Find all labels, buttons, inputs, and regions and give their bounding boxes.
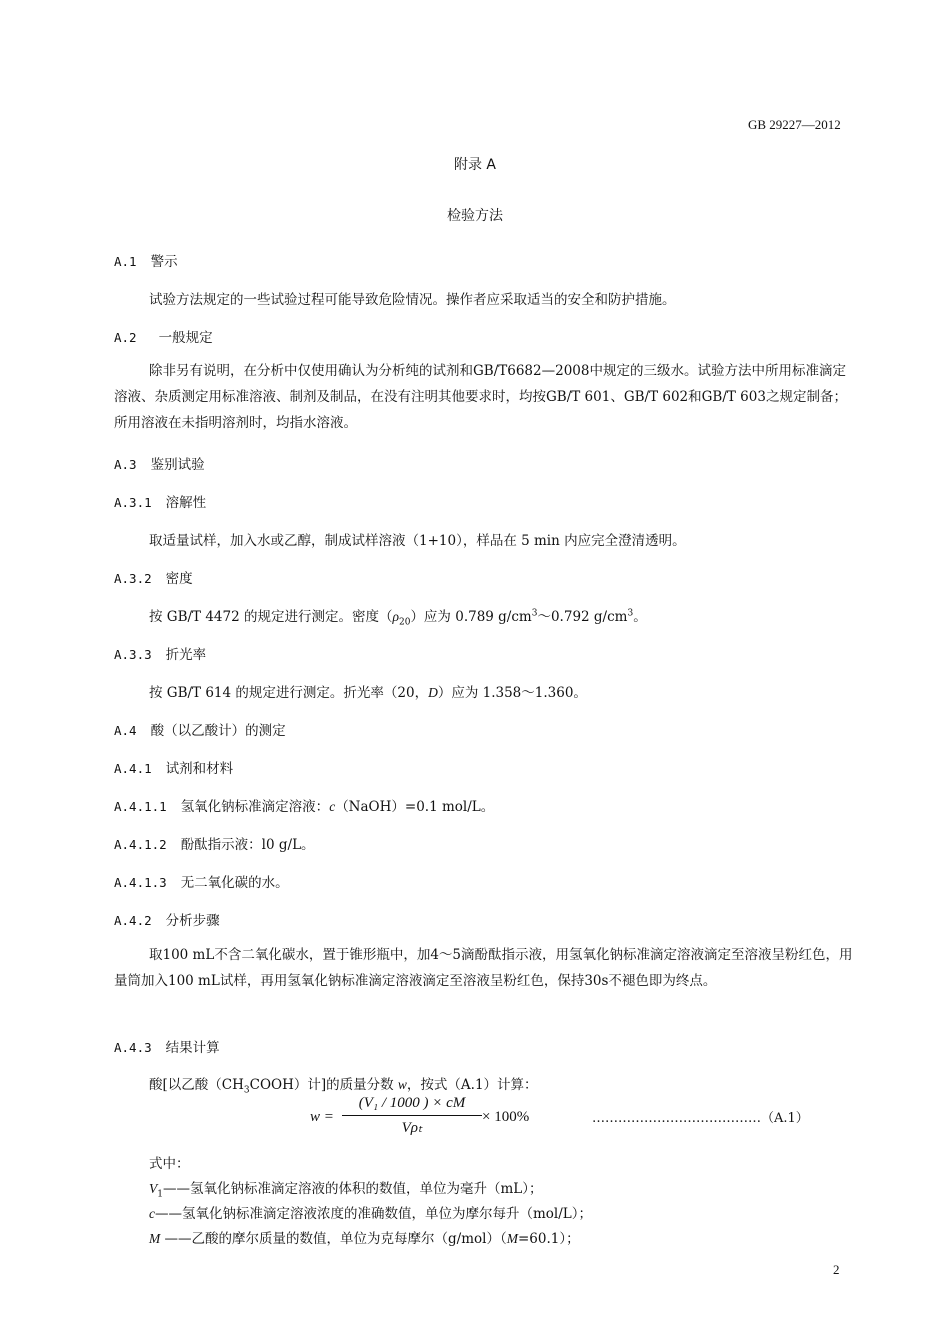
section-number: A.4 bbox=[114, 723, 137, 738]
text-run: COOH）计]的质量分数 bbox=[249, 1077, 398, 1093]
item-number: A.4.1.3 bbox=[114, 875, 167, 890]
text-run: 按 GB/T 614 的规定进行测定。折光率（20， bbox=[149, 685, 429, 701]
item-a412 bbox=[114, 833, 315, 853]
section-title: 结果计算 bbox=[165, 1040, 220, 1056]
section-heading-a33 bbox=[114, 643, 206, 663]
section-heading-a1 bbox=[114, 250, 178, 270]
item-a413 bbox=[114, 871, 289, 891]
text-run: 氢氧化钠标准滴定溶液： bbox=[180, 799, 330, 815]
subscript: 1 bbox=[157, 1189, 163, 1200]
paragraph-a2: 除非另有说明，在分析中仅使用确认为分析纯的试剂和GB/T6682—2008中规定的三级水。试验方法中所用标准滴定溶液、杂质测定用标准溶液、制剂及制品，在没有注明其他要求时，均按GB/T 601、GB/T 602和GB/T 603之规定制备；所用溶液在未指明溶剂时，均指水溶液。 bbox=[114, 363, 847, 431]
text-run: ）应为 1.358～1.360。 bbox=[437, 685, 587, 701]
paragraph-a33 bbox=[149, 681, 587, 701]
formula-fraction bbox=[342, 1095, 482, 1137]
var-symbol: c bbox=[149, 1206, 155, 1221]
symbol-c: c bbox=[329, 799, 336, 814]
where-label: 式中： bbox=[149, 1156, 190, 1172]
paragraph-a42: 取100 mL不含二氧化碳水，置于锥形瓶中，加4～5滴酚酞指示液，用氢氧化钠标准滴定溶液滴定至溶液呈粉红色，用量筒加入100 mL试样，再用氢氧化钠标准滴定溶液滴定至溶液呈粉红色，保持30s不褪色即为终点。 bbox=[114, 947, 853, 989]
section-heading-a31 bbox=[114, 491, 206, 511]
text-run: ）应为 0.789 g/cm bbox=[410, 609, 532, 625]
section-heading-a3 bbox=[114, 453, 205, 473]
item-number: A.4.1.1 bbox=[114, 799, 167, 814]
section-title: 分析步骤 bbox=[165, 913, 220, 929]
section-title: 酸（以乙酸计）的测定 bbox=[150, 723, 286, 739]
subscript: 20 bbox=[398, 617, 411, 628]
section-number: A.2 bbox=[114, 330, 137, 345]
var-desc: ——氢氧化钠标准滴定溶液的体积的数值，单位为毫升（mL）； bbox=[162, 1181, 543, 1197]
formula-numerator: (V₁ / 1000 ) × cM bbox=[342, 1095, 482, 1116]
formula-lhs: w = bbox=[310, 1109, 334, 1125]
var-symbol: V bbox=[149, 1181, 158, 1196]
section-heading-a41 bbox=[114, 757, 233, 777]
section-number: A.3.1 bbox=[114, 495, 152, 510]
section-number: A.3 bbox=[114, 457, 137, 472]
var-desc: ——氢氧化钠标准滴定溶液浓度的准确数值，单位为摩尔每升（mol/L）； bbox=[155, 1206, 593, 1222]
var-symbol: M bbox=[149, 1231, 161, 1246]
section-heading-a43 bbox=[114, 1036, 220, 1056]
section-heading-a32 bbox=[114, 567, 193, 587]
var-symbol: M bbox=[506, 1231, 518, 1246]
item-number: A.4.1.2 bbox=[114, 837, 167, 852]
section-title: 鉴别试验 bbox=[150, 457, 205, 473]
section-heading-a4 bbox=[114, 719, 286, 739]
section-title: 折光率 bbox=[165, 647, 207, 663]
text-run: 按 GB/T 4472 的规定进行测定。密度（ bbox=[149, 609, 393, 625]
annex-title: 检验方法 bbox=[447, 208, 503, 224]
document-number: GB 29227—2012 bbox=[748, 117, 841, 132]
section-number: A.4.2 bbox=[114, 913, 152, 928]
var-desc: ——乙酸的摩尔质量的数值，单位为克每摩尔（g/mol）（ bbox=[160, 1231, 507, 1247]
symbol-rho: ρ bbox=[392, 609, 399, 624]
equation-number bbox=[592, 1107, 809, 1126]
section-heading-a2 bbox=[114, 326, 213, 346]
text-run: ，按式（A.1）计算： bbox=[406, 1077, 538, 1093]
variable-definition bbox=[149, 1227, 580, 1247]
section-number: A.3.3 bbox=[114, 647, 152, 662]
item-a411 bbox=[114, 795, 494, 815]
text-run: （NaOH）=0.1 mol/L。 bbox=[335, 799, 495, 815]
symbol-d: D bbox=[428, 685, 438, 700]
section-title: 溶解性 bbox=[165, 495, 207, 511]
section-title: 密度 bbox=[165, 571, 193, 587]
text-run: 。 bbox=[633, 609, 647, 625]
paragraph-a32 bbox=[149, 605, 647, 628]
text-run: ～0.792 g/cm bbox=[537, 609, 628, 625]
section-number: A.4.3 bbox=[114, 1040, 152, 1055]
annex-label: 附录 A bbox=[453, 157, 497, 173]
page-number: 2 bbox=[833, 1262, 840, 1277]
variable-definition bbox=[149, 1202, 592, 1222]
superscript: 3 bbox=[627, 608, 634, 619]
section-number: A.4.1 bbox=[114, 761, 152, 776]
section-number: A.3.2 bbox=[114, 571, 152, 586]
equation-label: （A.1） bbox=[761, 1111, 809, 1126]
section-title: 警示 bbox=[150, 254, 178, 270]
section-heading-a42 bbox=[114, 909, 220, 929]
symbol-w: w bbox=[397, 1077, 407, 1092]
formula-rhs: × 100% bbox=[482, 1109, 530, 1125]
paragraph-a1: 试验方法规定的一些试验过程可能导致危险情况。操作者应采取适当的安全和防护措施。 bbox=[149, 292, 676, 308]
calc-intro bbox=[149, 1073, 538, 1096]
item-text: 酚酞指示液：l0 g/L。 bbox=[180, 837, 315, 853]
variable-definition bbox=[149, 1177, 543, 1200]
subscript: 3 bbox=[243, 1085, 250, 1096]
var-desc: =60.1）； bbox=[517, 1231, 580, 1247]
superscript: 3 bbox=[531, 608, 538, 619]
leader-dots: ………………………………… bbox=[592, 1111, 761, 1126]
paragraph-a31: 取适量试样，加入水或乙醇，制成试样溶液（1+10），样品在 5 min 内应完全澄清透明。 bbox=[149, 533, 686, 549]
section-title: 试剂和材料 bbox=[165, 761, 234, 777]
section-number: A.1 bbox=[114, 254, 137, 269]
item-text: 无二氧化碳的水。 bbox=[180, 875, 289, 891]
text-run: 酸[以乙酸（CH bbox=[149, 1077, 244, 1093]
section-title: 一般规定 bbox=[158, 330, 213, 346]
formula-denominator: Vρₜ bbox=[401, 1120, 423, 1136]
